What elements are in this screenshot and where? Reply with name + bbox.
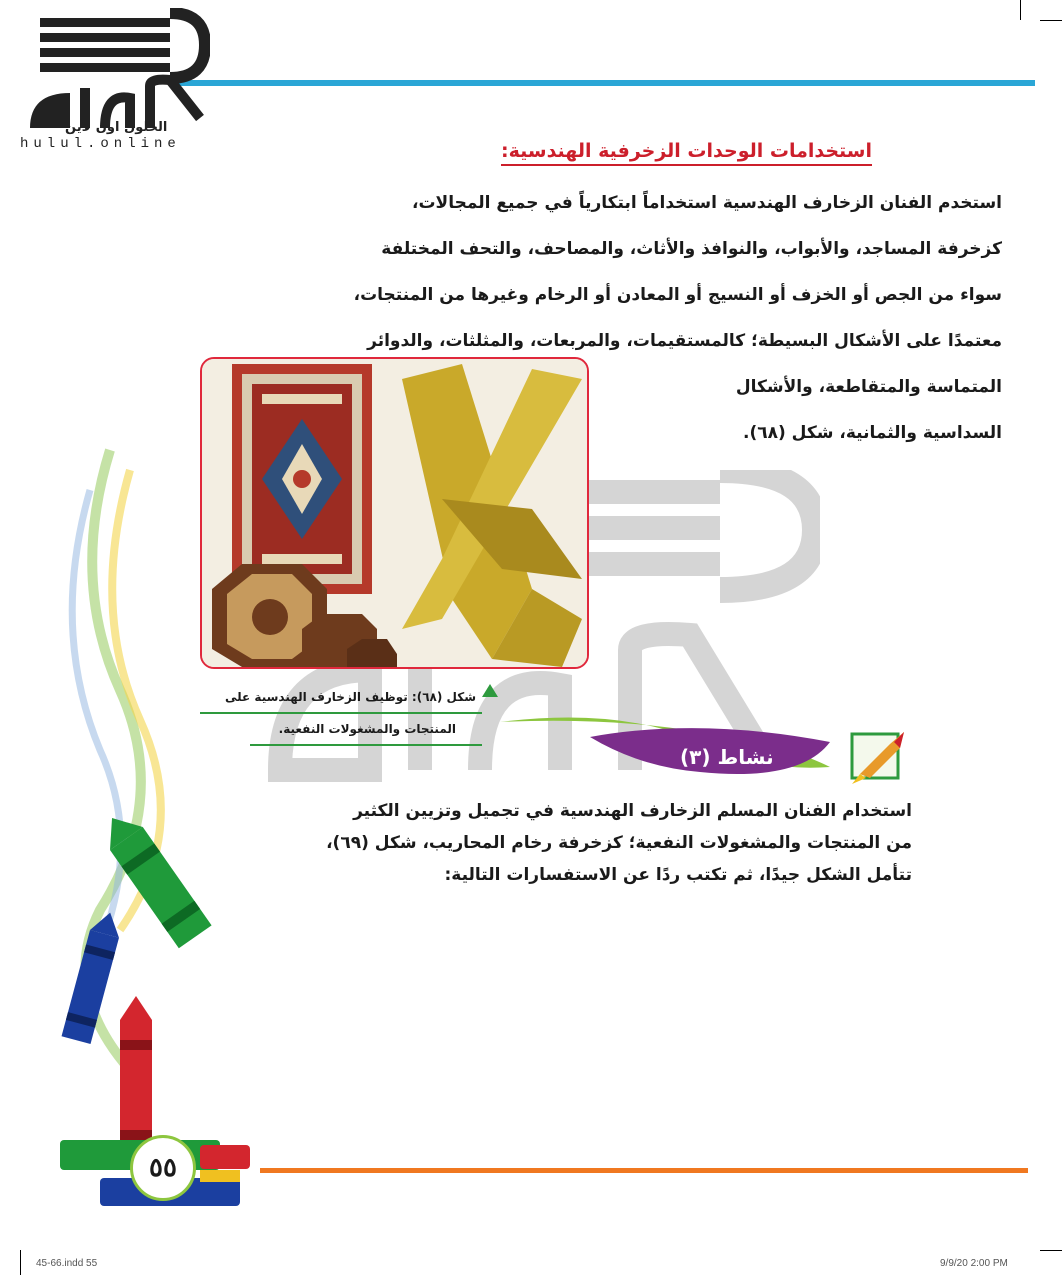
- paragraph-line: معتمدًا على الأشكال البسيطة؛ كالمستقيمات، والمربعات، والمثلثات، والدوائر: [367, 331, 1002, 351]
- activity-paragraph: [192, 795, 912, 891]
- logo-subtitle: الحلول اون لاين: [65, 120, 168, 135]
- paragraph-line: المتماسة والمتقاطعة، والأشكال: [735, 377, 1002, 397]
- activity-line: من المنتجات والمشغولات النفعية؛ كزخرفة رخام المحاريب، شكل (٦٩)،: [326, 833, 912, 853]
- paragraph-line: كزخرفة المساجد، والأبواب، والنوافذ والأثاث، والمصاحف، والتحف المختلفة: [381, 239, 1002, 259]
- logo-latin: hulul.online: [20, 136, 181, 152]
- top-accent-bar: [175, 80, 1035, 86]
- logo: [10, 8, 210, 158]
- paragraph-line: استخدم الفنان الزخارف الهندسية استخداماً ابتكارياً في جميع المجالات،: [412, 193, 1002, 213]
- page-number: ٥٥: [130, 1135, 196, 1201]
- section-paragraph: [172, 180, 1002, 364]
- rocket-icon: [846, 728, 916, 788]
- section-title: استخدامات الوحدات الزخرفية الهندسية:: [501, 140, 872, 166]
- caption-underline: [250, 744, 482, 746]
- crayons-illustration: [0, 430, 260, 1220]
- section-paragraph-continued: [562, 364, 1002, 456]
- activity-title: نشاط (٣): [680, 745, 774, 769]
- paragraph-line: السداسية والثمانية، شكل (٦٨).: [742, 423, 1002, 443]
- crayons-icon: [0, 430, 260, 1220]
- paragraph-line: سواء من الجص أو الخزف أو النسيج أو المعادن أو الرخام وغيرها من المنتجات،: [353, 285, 1002, 305]
- footer-file-info: 45-66.indd 55: [36, 1258, 98, 1269]
- activity-banner: [500, 712, 840, 782]
- caption-triangle-icon: [482, 684, 498, 697]
- activity-swoosh-icon: [500, 712, 840, 782]
- activity-line: استخدام الفنان المسلم الزخارف الهندسية في تجميل وتزيين الكثير: [353, 801, 912, 821]
- activity-line: تتأمل الشكل جيدًا، ثم تكتب ردًا عن الاستفسارات التالية:: [444, 865, 912, 885]
- figure-caption-line2: المنتجات والمشغولات النفعية.: [278, 722, 456, 736]
- crop-mark: [1040, 1250, 1062, 1251]
- figure-caption-line1: شكل (٦٨): توظيف الزخارف الهندسية على: [225, 690, 476, 704]
- crop-mark: [20, 1250, 21, 1275]
- crop-mark: [1040, 20, 1062, 21]
- crop-mark: [1020, 0, 1021, 20]
- footer-date-info: 9/9/20 2:00 PM: [940, 1258, 1008, 1269]
- bottom-accent-bar: [260, 1168, 1028, 1173]
